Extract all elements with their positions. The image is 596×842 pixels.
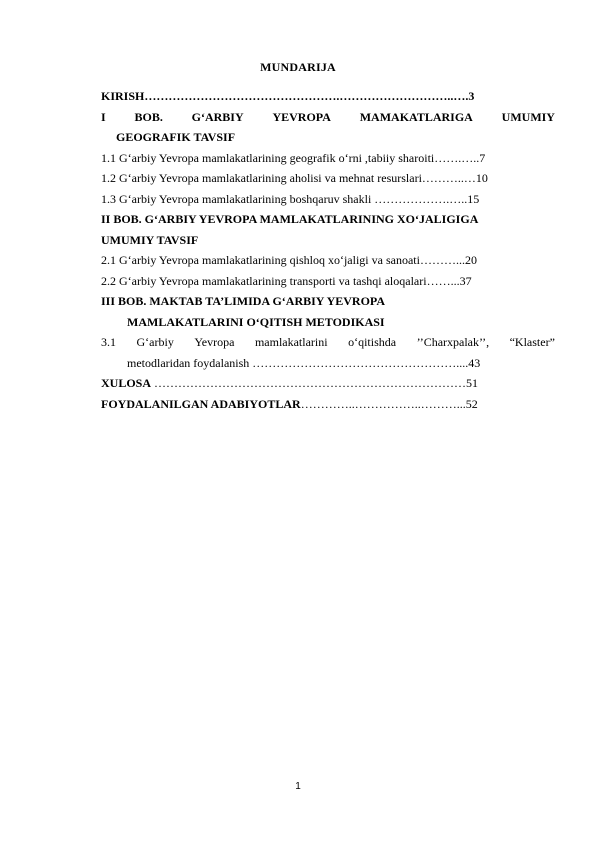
toc-word: I	[101, 109, 106, 124]
toc-entry-2-2: 2.2 G‘arbiy Yevropa mamlakatlarining transporti va tashqi aloqalari……...37	[101, 273, 472, 288]
toc-entry-xulosa	[101, 373, 555, 394]
toc-entry-1-3: 1.3 G‘arbiy Yevropa mamlakatlarining boshqaruv shakli ……………….…..15	[101, 191, 480, 206]
page-title: MUNDARIJA	[260, 60, 336, 74]
toc-word: G‘ARBIY	[191, 109, 244, 124]
toc-entry-bob2-line2: UMUMIY TAVSIF	[101, 232, 199, 247]
toc-word: mamlakatlarini	[254, 335, 328, 349]
toc-leader: ……………………………………………………………………51	[151, 376, 479, 390]
toc-word: UMUMIY	[501, 109, 555, 124]
toc-entry-3-1-line1	[101, 332, 555, 353]
toc-entry-bob3-line2: MAMLAKATLARINI O‘QITISH METODIKASI	[127, 314, 385, 329]
toc-word: 3.1	[101, 335, 116, 349]
toc-word: Yevropa	[194, 335, 235, 349]
toc-entry-bob1-line2: GEOGRAFIK TAVSIF	[116, 130, 236, 144]
toc-word: YEVROPA	[272, 109, 331, 124]
toc-word: ’’Charxpalak’’,	[416, 335, 490, 349]
toc-entry-adabiyotlar	[101, 394, 555, 415]
toc-entry-3-1-line2: metodlaridan foydalanish ……………………………………………....43	[127, 355, 481, 370]
toc-entry-label: XULOSA	[101, 376, 152, 390]
toc-word: “Klaster”	[509, 335, 555, 349]
toc-word: G‘arbiy	[136, 335, 174, 349]
toc-entry-bob1-line1	[101, 107, 555, 128]
page-number: 1	[295, 781, 301, 792]
toc-entry-bob2-line1: II BOB. G‘ARBIY YEVROPA MAMLAKATLARINING XO‘JALIGIGA	[101, 212, 479, 226]
toc-entry-1-1: 1.1 G‘arbiy Yevropa mamlakatlarining geografik o‘rni ,tabiiy sharoiti…….…..7	[101, 150, 486, 165]
toc-leader: …………..……………..………...52	[300, 396, 478, 411]
toc-word: BOB.	[134, 109, 163, 124]
toc-entry-1-2: 1.2 G‘arbiy Yevropa mamlakatlarining aholisi va mehnat resurslari………..…10	[101, 171, 488, 185]
toc-entry-kirish: KIRISH………………………………………….………………………..….3	[101, 89, 475, 103]
toc-entry-bob3-line1: III BOB. MAKTAB TA’LIMIDA G‘ARBIY YEVROPA	[101, 294, 386, 308]
toc-word: MAMAKATLARIGA	[359, 109, 473, 124]
toc-entry-2-1: 2.1 G‘arbiy Yevropa mamlakatlarining qishloq xo‘jaligi va sanoati………...20	[101, 253, 477, 267]
toc-word: o‘qitishda	[348, 335, 397, 349]
toc-entry-label: FOYDALANILGAN ADABIYOTLAR	[101, 396, 301, 411]
table-of-contents	[101, 86, 555, 414]
